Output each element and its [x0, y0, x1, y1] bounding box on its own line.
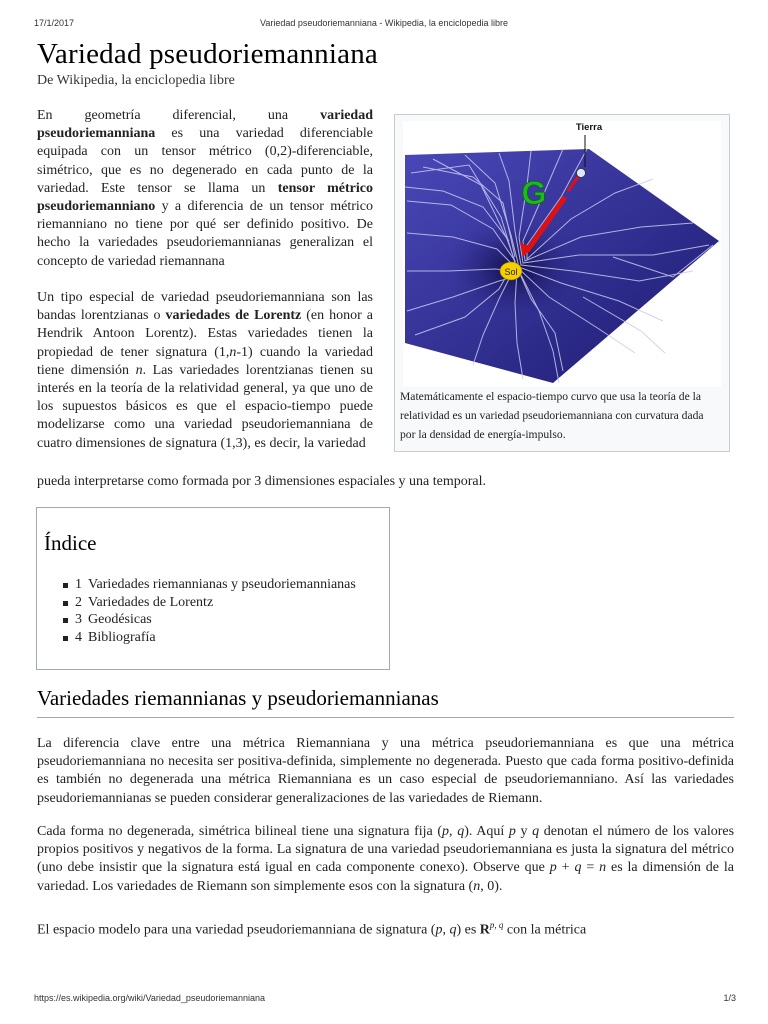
thumbnail-figure: [394, 114, 730, 452]
earth-marker: [577, 169, 586, 178]
term-link: variedades de Lorentz: [165, 308, 302, 324]
term-link: tensor métrico pseudoriemanniano: [37, 180, 373, 215]
toc-item[interactable]: 4 Bibliografía: [63, 629, 356, 647]
sun-label: Sol: [504, 267, 518, 277]
gravity-label: G: [521, 175, 547, 211]
page-title: Variedad pseudoriemanniana: [37, 38, 378, 70]
earth-label: Tierra: [575, 122, 603, 133]
toc-list: [63, 576, 356, 646]
print-date: 17/1/2017: [34, 18, 75, 28]
intro-paragraph-1: En geometría diferencial, una variedad pseudoriemanniana es una variedad diferenciable equipada con un tensor métrico (0,2)-diferenciable, simétrico, que es no degenerado en cada punto de la variedad. Este tensor se llama un tensor métrico pseudoriemanniano y a diferencia de un tensor métrico riemanniano no tiene por qué ser definido positivo. De hecho la variedades pseudoriemannianas generalizan el concepto de variedad riemannana: [37, 108, 373, 269]
toc-title: Índice: [44, 531, 97, 555]
site-tagline: De Wikipedia, la enciclopedia libre: [37, 73, 235, 88]
figure-caption: Matemáticamente el espacio-tiempo curvo que usa la teoría de la relatividad es un variedad pseudoriemanniana con curvatura dada por la densidad de energía-impulso.: [400, 390, 704, 441]
toc-item[interactable]: 2 Variedades de Lorentz: [63, 594, 356, 612]
table-of-contents: [36, 507, 390, 670]
toc-item[interactable]: 1 Variedades riemannianas y pseudoriemannianas: [63, 576, 356, 594]
spacetime-grid-illustration: [403, 121, 721, 387]
print-title: Variedad pseudoriemanniana - Wikipedia, la enciclopedia libre: [260, 18, 508, 28]
section-divider: [37, 717, 734, 718]
section-paragraph-2: Cada forma no degenerada, simétrica bilineal tiene una signatura fija (p, q). Aquí p y q denotan el número de los valores propios positivos y negativos de la forma. La signatura de una variedad pseudoriemanniana es justa la signatura del métrico (uno debe insistir que la signatura está igual en cada componente conexo). Observe que p + q = n es la dimensión de la variedad. Los variedades de Riemann son simplemente esos con la signatura (n, 0).: [37, 824, 735, 894]
section-heading: Variedades riemannianas y pseudoriemannianas: [37, 686, 439, 710]
print-footer: [0, 993, 768, 1007]
print-header: [0, 18, 768, 32]
intro-paragraph-2: Un tipo especial de variedad pseudoriemanniana son las bandas lorentzianas o variedades de Lorentz (en honor a Hendrik Antoon Lorentz). Estas variedades tienen la propiedad de tener signatura (1,n-1) cuando la variedad tiene dimensión n. Las variedades lorentzianas tienen su interés en la teoría de la relatividad general, ya que uno de los supuestos básicos es que el espacio-tiempo puede modelizarse como una variedad pseudoriemanniana de cuatro dimensiones de signatura (1,3), es decir, la variedad: [37, 290, 374, 451]
section-paragraph-1: La diferencia clave entre una métrica Riemanniana y una métrica pseudoriemanniana es que una métrica pseudoriemanniana no necesita ser positiva-definida, simplemente no degenerada. Puesto que cada forma positivo-definida es también no degenerada una métrica Riemanniana es un caso especial de pseudoriemanniano. Así las variedades pseudoriemannianas se pueden considerar generalizaciones de las variedades de Riemann.: [37, 736, 734, 806]
section-paragraph-3: El espacio modelo para una variedad pseudoriemanniana de signatura (p, q) es R$^{p, q}$ con la métrica: [37, 920, 587, 938]
toc-item[interactable]: 3 Geodésicas: [63, 611, 356, 629]
term-link: variedad pseudoriemanniana: [37, 108, 373, 142]
intro-paragraph-2-tail: pueda interpretarse como formada por 3 dimensiones espaciales y una temporal.: [37, 474, 487, 489]
print-url: https://es.wikipedia.org/wiki/Variedad_pseudoriemanniana: [34, 993, 265, 1003]
spacetime-curvature-image[interactable]: [403, 121, 721, 387]
page-number: 1/3: [723, 993, 736, 1003]
